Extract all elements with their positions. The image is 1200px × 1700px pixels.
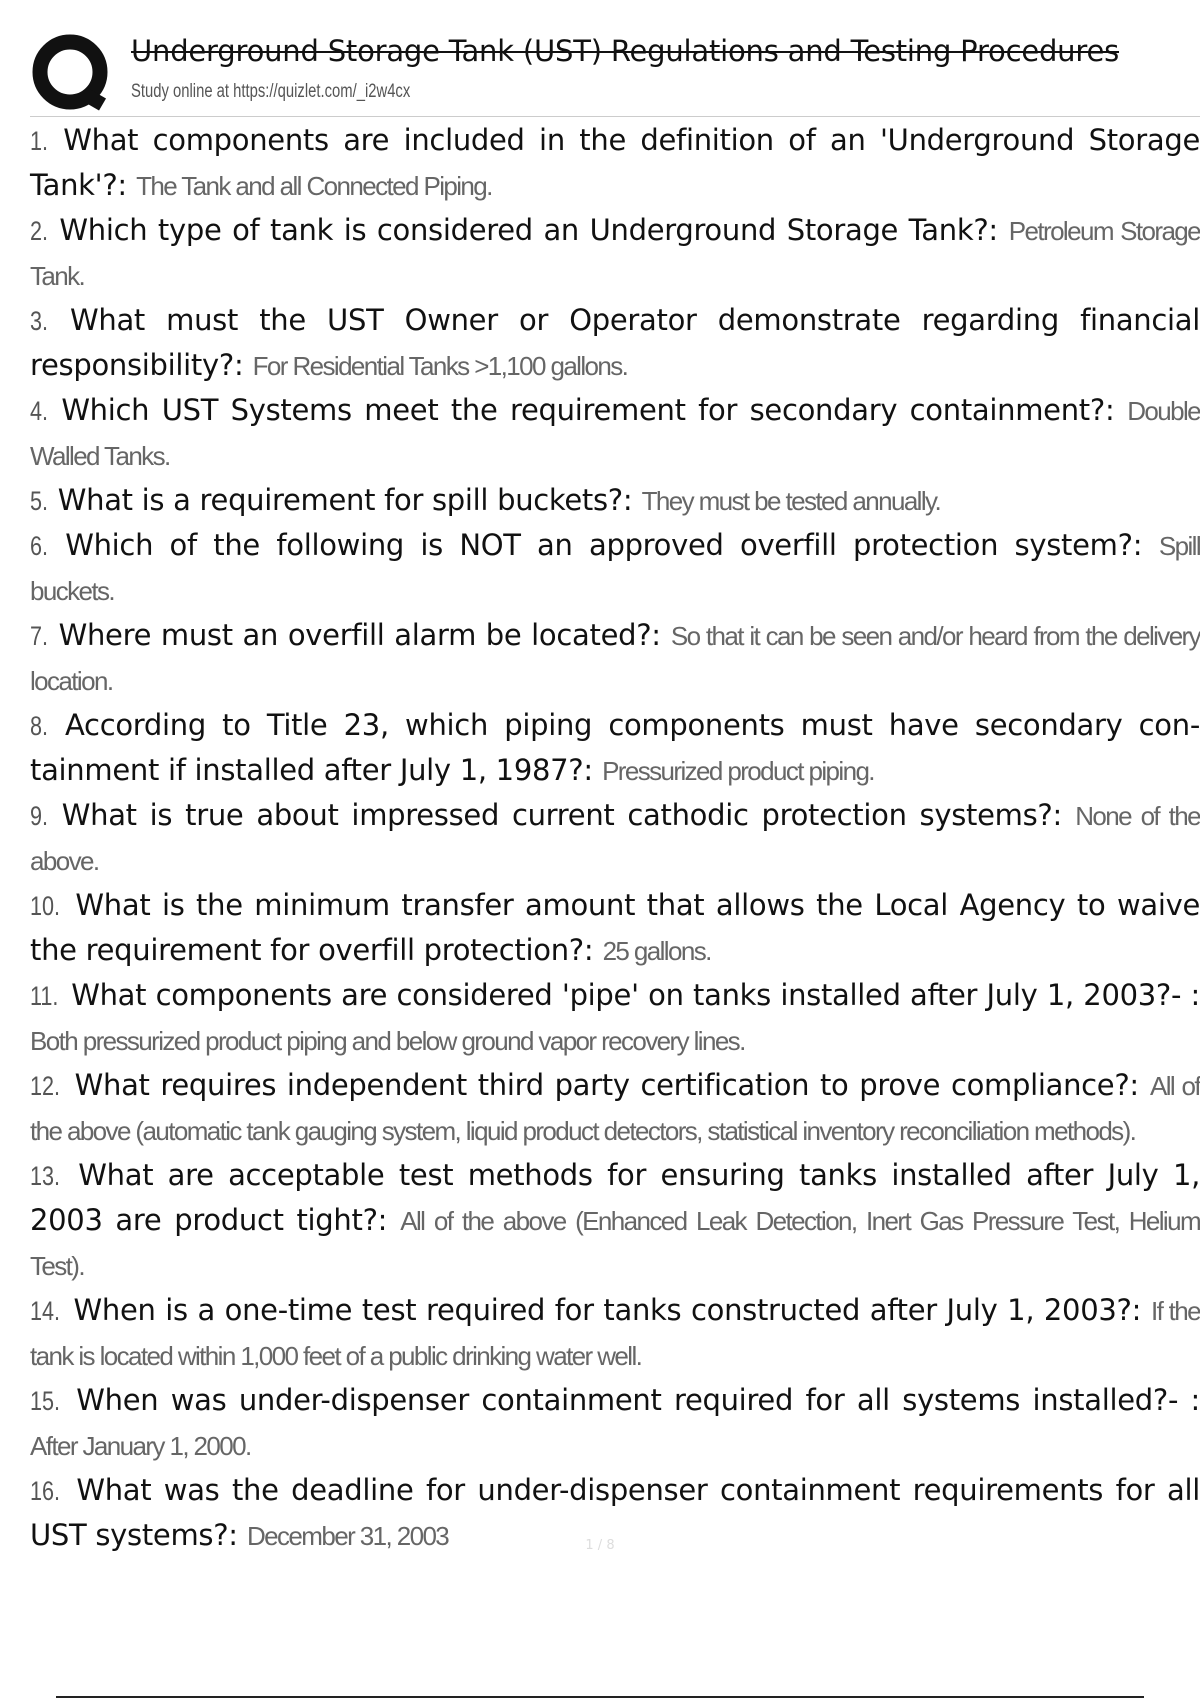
answer-text: December 31, 2003 xyxy=(247,1521,449,1551)
question-text: What requires independent third party certification to prove compliance?: xyxy=(74,1068,1139,1102)
page-number: 1 / 8 xyxy=(585,1538,615,1553)
answer-text: None of the above. xyxy=(30,801,1200,876)
question-item-2 xyxy=(30,208,1200,298)
question-text: When is a one-time test required for tanks constructed after July 1, 2003?: xyxy=(73,1293,1142,1327)
answer-text: For Residential Tanks >1,100 gallons. xyxy=(252,351,628,381)
answer-text: They must be tested annually. xyxy=(641,486,941,516)
question-text: What components are considered 'pipe' on tanks installed after July 1, 2003?- : xyxy=(71,978,1200,1012)
question-text: Which of the following is NOT an approved overfill protection system?: xyxy=(65,528,1143,562)
question-number: 3. xyxy=(30,306,49,336)
question-text: What is the minimum transfer amount that allows the Local Agency to waive the requirement for overfill protection?: xyxy=(30,888,1200,967)
answer-text: So that it can be seen and/or heard from the delivery location. xyxy=(30,621,1200,696)
answer-text: 25 gallons. xyxy=(602,936,711,966)
question-text: What are acceptable test methods for ensuring tanks installed after July 1, 2003 are product tight?: xyxy=(30,1158,1200,1237)
question-item-4 xyxy=(30,388,1200,478)
document-title: Underground Storage Tank (UST) Regulations and Testing Procedures xyxy=(131,34,1119,68)
answer-text: All of the above (automatic tank gauging system, liquid product detectors, statistical inventory reconciliation methods). xyxy=(30,1071,1200,1146)
document-header xyxy=(30,28,1200,116)
question-number: 9. xyxy=(30,801,49,831)
question-text: What components are included in the definition of an 'Underground Storage Tank'?: xyxy=(30,123,1200,202)
answer-text: The Tank and all Connected Piping. xyxy=(136,171,492,201)
question-item-11 xyxy=(30,973,1200,1063)
question-item-15 xyxy=(30,1378,1200,1468)
question-number: 11. xyxy=(30,981,59,1011)
question-text: What must the UST Owner or Operator demonstrate regarding financial responsibility?: xyxy=(30,303,1200,382)
question-number: 7. xyxy=(30,621,49,651)
question-number: 5. xyxy=(30,486,49,516)
answer-text: If the tank is located within 1,000 feet of a public drinking water well. xyxy=(30,1296,1200,1371)
question-number: 8. xyxy=(30,711,49,741)
question-text: What is true about impressed current cathodic protection systems?: xyxy=(61,798,1062,832)
question-number: 16. xyxy=(30,1476,61,1506)
question-text: When was under-dispenser containment required for all systems installed?- : xyxy=(76,1383,1200,1417)
question-item-10 xyxy=(30,883,1200,973)
question-item-5 xyxy=(30,478,1200,523)
question-item-8 xyxy=(30,703,1200,793)
question-list xyxy=(30,118,1200,1558)
footer-divider xyxy=(56,1696,1144,1698)
question-number: 15. xyxy=(30,1386,61,1416)
question-number: 10. xyxy=(30,891,61,921)
question-item-14 xyxy=(30,1288,1200,1378)
question-text: According to Title 23, which piping components must have secondary con- tainment if installed after July 1, 1987?: xyxy=(30,708,1200,787)
quizlet-logo-icon xyxy=(30,32,114,116)
question-item-6 xyxy=(30,523,1200,613)
question-number: 1. xyxy=(30,126,49,156)
answer-text: Both pressurized product piping and below ground vapor recovery lines. xyxy=(30,1026,745,1056)
question-text: Which type of tank is considered an Underground Storage Tank?: xyxy=(59,213,998,247)
answer-text: Spill buckets. xyxy=(30,531,1200,606)
question-text: Where must an overfill alarm be located?: xyxy=(58,618,661,652)
answer-text: All of the above (Enhanced Leak Detection, Inert Gas Pressure Test, Helium Test). xyxy=(30,1206,1200,1281)
answer-text: Pressurized product piping. xyxy=(602,756,874,786)
question-number: 14. xyxy=(30,1296,61,1326)
question-number: 2. xyxy=(30,216,49,246)
study-online-link[interactable]: Study online at https://quizlet.com/_i2w4cx xyxy=(131,81,411,102)
question-text: Which UST Systems meet the requirement for secondary containment?: xyxy=(61,393,1115,427)
answer-text: Petroleum Storage Tank. xyxy=(30,216,1200,291)
question-item-9 xyxy=(30,793,1200,883)
question-item-3 xyxy=(30,298,1200,388)
answer-text: Double Walled Tanks. xyxy=(30,396,1200,471)
question-item-1 xyxy=(30,118,1200,208)
question-item-12 xyxy=(30,1063,1200,1153)
question-text: What is a requirement for spill buckets?: xyxy=(57,483,633,517)
question-number: 6. xyxy=(30,531,49,561)
question-item-7 xyxy=(30,613,1200,703)
question-text: What was the deadline for under-dispenser containment requirements for all UST systems?: xyxy=(30,1473,1200,1552)
question-item-13 xyxy=(30,1153,1200,1288)
question-number: 12. xyxy=(30,1071,61,1101)
question-number: 4. xyxy=(30,396,49,426)
answer-text: After January 1, 2000. xyxy=(30,1431,251,1461)
header-divider xyxy=(30,116,1200,117)
question-number: 13. xyxy=(30,1161,61,1191)
